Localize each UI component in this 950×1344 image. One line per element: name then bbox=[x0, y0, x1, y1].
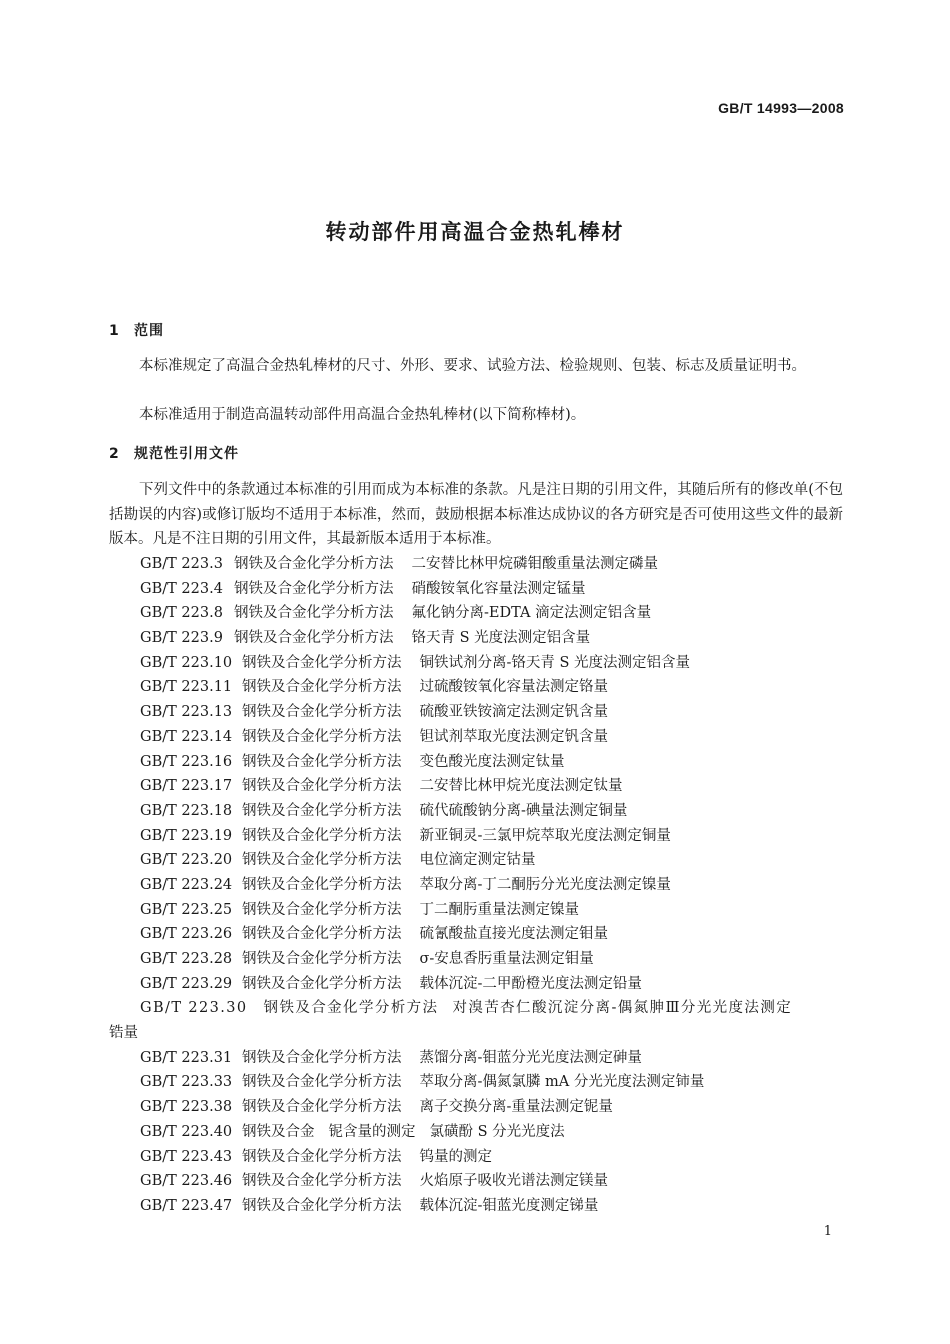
reference-code: GB/T 223.30 bbox=[140, 1000, 248, 1017]
reference-code: GB/T 223.26 bbox=[140, 926, 233, 943]
reference-item bbox=[109, 750, 843, 775]
reference-item bbox=[109, 1169, 843, 1194]
reference-code: GB/T 223.28 bbox=[140, 951, 233, 967]
reference-method: 过硫酸铵氧化容量法测定铬量 bbox=[419, 679, 608, 696]
section-title: 范围 bbox=[134, 323, 164, 339]
reference-code: GB/T 223.4 bbox=[140, 580, 223, 597]
reference-item bbox=[109, 947, 843, 972]
scope-paragraph-2: 本标准适用于制造高温转动部件用高温合金热轧棒材(以下简称棒材)。 bbox=[139, 407, 586, 423]
reference-item bbox=[109, 1120, 843, 1145]
reference-code: GB/T 223.9 bbox=[140, 630, 223, 647]
reference-method: 电位滴定测定钴量 bbox=[419, 852, 536, 869]
reference-standard: 钢铁及合金化学分析方法 bbox=[242, 704, 402, 721]
reference-standard: 钢铁及合金化学分析方法 bbox=[242, 1148, 402, 1165]
reference-standard: 钢铁及合金化学分析方法 bbox=[242, 852, 402, 869]
reference-code: GB/T 223.29 bbox=[140, 975, 233, 992]
reference-method: 钽试剂萃取光度法测定钒含量 bbox=[419, 728, 608, 745]
reference-method: 新亚铜灵-三氯甲烷萃取光度法测定铜量 bbox=[419, 827, 671, 844]
reference-code: GB/T 223.24 bbox=[140, 876, 233, 893]
reference-standard: 钢铁及合金化学分析方法 bbox=[242, 1049, 402, 1066]
reference-code: GB/T 223.43 bbox=[140, 1148, 233, 1165]
reference-item bbox=[109, 898, 843, 923]
reference-standard: 钢铁及合金化学分析方法 bbox=[242, 975, 402, 992]
reference-method: 硫氰酸盐直接光度法测定钼量 bbox=[419, 926, 608, 943]
reference-code: GB/T 223.10 bbox=[140, 654, 233, 671]
reference-method: 丁二酮肟重量法测定镍量 bbox=[419, 901, 579, 918]
reference-method: 对溴苦杏仁酸沉淀分离-偶氮胂Ⅲ分光光度法测定 bbox=[452, 1000, 793, 1017]
reference-method: 载体沉淀-钼蓝光度测定锑量 bbox=[419, 1197, 599, 1214]
reference-item bbox=[109, 1194, 843, 1219]
reference-standard: 钢铁及合金化学分析方法 bbox=[234, 630, 394, 647]
reference-standard: 钢铁及合金化学分析方法 bbox=[242, 728, 402, 745]
reference-method: 蒸馏分离-钼蓝分光光度法测定砷量 bbox=[419, 1049, 642, 1066]
reference-code: GB/T 223.20 bbox=[140, 852, 233, 869]
reference-item bbox=[109, 799, 843, 824]
reference-method: 火焰原子吸收光谱法测定镁量 bbox=[419, 1173, 608, 1190]
reference-code: GB/T 223.47 bbox=[140, 1197, 233, 1214]
reference-item bbox=[109, 725, 843, 750]
reference-standard: 钢铁及合金化学分析方法 bbox=[242, 778, 402, 795]
reference-code: GB/T 223.18 bbox=[140, 802, 233, 819]
reference-code: GB/T 223.8 bbox=[140, 605, 223, 622]
section-title: 规范性引用文件 bbox=[134, 446, 239, 462]
reference-item bbox=[109, 700, 843, 725]
reference-item bbox=[109, 552, 843, 577]
reference-method: 载体沉淀-二甲酚橙光度法测定铅量 bbox=[419, 975, 642, 992]
reference-method: 二安替比林甲烷光度法测定钛量 bbox=[419, 778, 623, 795]
reference-method: 萃取分离-偶氮氯膦 mA 分光光度法测定铈量 bbox=[419, 1074, 705, 1091]
reference-method: 钨量的测定 bbox=[419, 1148, 492, 1165]
reference-code: GB/T 223.11 bbox=[140, 679, 233, 696]
reference-list bbox=[109, 552, 843, 1219]
reference-standard: 钢铁及合金化学分析方法 bbox=[242, 1074, 402, 1091]
document-title: 转动部件用高温合金热轧棒材 bbox=[325, 220, 625, 244]
reference-item bbox=[109, 626, 843, 651]
reference-code: GB/T 223.17 bbox=[140, 778, 233, 795]
reference-item bbox=[109, 1070, 843, 1095]
section-heading-scope bbox=[109, 320, 164, 340]
reference-code: GB/T 223.31 bbox=[140, 1049, 233, 1066]
reference-standard: 钢铁及合金化学分析方法 bbox=[234, 556, 394, 572]
reference-standard: 钢铁及合金化学分析方法 bbox=[242, 901, 402, 918]
reference-method: 二安替比林甲烷磷钼酸重量法测定磷量 bbox=[411, 556, 658, 572]
reference-method-part-2: 氯磺酚 S 分光光度法 bbox=[429, 1123, 565, 1140]
reference-method: 铌含量的测定 bbox=[328, 1123, 416, 1140]
reference-item bbox=[109, 577, 843, 602]
reference-standard: 钢铁及合金化学分析方法 bbox=[242, 876, 402, 893]
reference-standard: 钢铁及合金化学分析方法 bbox=[242, 926, 402, 943]
reference-method: 变色酸光度法测定钛量 bbox=[419, 753, 565, 770]
reference-item bbox=[109, 601, 843, 626]
reference-item bbox=[109, 972, 843, 997]
reference-item bbox=[109, 675, 843, 700]
reference-code: GB/T 223.19 bbox=[140, 827, 233, 844]
section-number: 1 bbox=[109, 323, 120, 339]
reference-item bbox=[109, 1046, 843, 1071]
reference-standard: 钢铁及合金化学分析方法 bbox=[234, 605, 394, 622]
reference-method: 硫代硫酸钠分离-碘量法测定铜量 bbox=[419, 802, 628, 819]
reference-standard: 钢铁及合金化学分析方法 bbox=[242, 827, 402, 844]
reference-method: 萃取分离-丁二酮肟分光光度法测定镍量 bbox=[419, 876, 671, 893]
reference-method: 离子交换分离-重量法测定铌量 bbox=[419, 1099, 613, 1116]
section-heading-normative-references bbox=[109, 443, 239, 463]
reference-method: σ-安息香肟重量法测定钼量 bbox=[419, 951, 594, 967]
standard-code: GB/T 14993—2008 bbox=[718, 100, 844, 116]
reference-standard: 钢铁及合金化学分析方法 bbox=[242, 1173, 402, 1190]
reference-standard: 钢铁及合金化学分析方法 bbox=[242, 654, 402, 671]
reference-method: 铜铁试剂分离-铬天青 S 光度法测定铝含量 bbox=[419, 654, 691, 671]
reference-item bbox=[109, 848, 843, 873]
reference-standard: 钢铁及合金化学分析方法 bbox=[263, 1000, 439, 1017]
reference-code: GB/T 223.46 bbox=[140, 1173, 233, 1190]
reference-item bbox=[109, 922, 843, 947]
reference-code: GB/T 223.14 bbox=[140, 728, 233, 745]
reference-method: 铬天青 S 光度法测定铝含量 bbox=[411, 630, 591, 647]
reference-standard: 钢铁及合金化学分析方法 bbox=[242, 1099, 402, 1116]
reference-standard: 钢铁及合金 bbox=[242, 1123, 315, 1140]
reference-item bbox=[109, 873, 843, 898]
reference-method: 氟化钠分离-EDTA 滴定法测定铝含量 bbox=[411, 605, 652, 622]
reference-item bbox=[109, 824, 843, 849]
reference-standard: 钢铁及合金化学分析方法 bbox=[242, 753, 402, 770]
scope-paragraph-1: 本标准规定了高温合金热轧棒材的尺寸、外形、要求、试验方法、检验规则、包装、标志及质量证明书。 bbox=[139, 358, 806, 374]
reference-code: GB/T 223.16 bbox=[140, 753, 233, 770]
reference-item bbox=[109, 651, 843, 676]
reference-standard: 钢铁及合金化学分析方法 bbox=[242, 679, 402, 696]
reference-item bbox=[109, 996, 843, 1045]
reference-item bbox=[109, 1145, 843, 1170]
reference-code: GB/T 223.25 bbox=[140, 901, 233, 918]
reference-standard: 钢铁及合金化学分析方法 bbox=[242, 802, 402, 819]
reference-standard: 钢铁及合金化学分析方法 bbox=[242, 1197, 402, 1214]
reference-code: GB/T 223.40 bbox=[140, 1123, 233, 1140]
reference-standard: 钢铁及合金化学分析方法 bbox=[234, 580, 394, 597]
reference-code: GB/T 223.13 bbox=[140, 704, 233, 721]
reference-code: GB/T 223.38 bbox=[140, 1099, 233, 1116]
reference-code: GB/T 223.33 bbox=[140, 1074, 233, 1091]
references-intro-paragraph: 下列文件中的条款通过本标准的引用而成为本标准的条款。凡是注日期的引用文件，其随后所有的修改单(不包括勘误的内容)或修订版均不适用于本标准，然而，鼓励根据本标准达成协议的各方研究是否可使用这些文件的最新版本。凡是不注日期的引用文件，其最新版本适用于本标准。 bbox=[109, 482, 843, 547]
reference-item bbox=[109, 1095, 843, 1120]
reference-code: GB/T 223.3 bbox=[140, 556, 223, 572]
reference-method: 硫酸亚铁铵滴定法测定钒含量 bbox=[419, 704, 608, 721]
reference-standard: 钢铁及合金化学分析方法 bbox=[242, 951, 402, 967]
section-number: 2 bbox=[109, 446, 120, 462]
reference-item bbox=[109, 774, 843, 799]
page-number: 1 bbox=[823, 1224, 832, 1239]
reference-method: 硝酸铵氧化容量法测定锰量 bbox=[411, 580, 586, 597]
reference-method-continuation: 锆量 bbox=[109, 1025, 138, 1042]
